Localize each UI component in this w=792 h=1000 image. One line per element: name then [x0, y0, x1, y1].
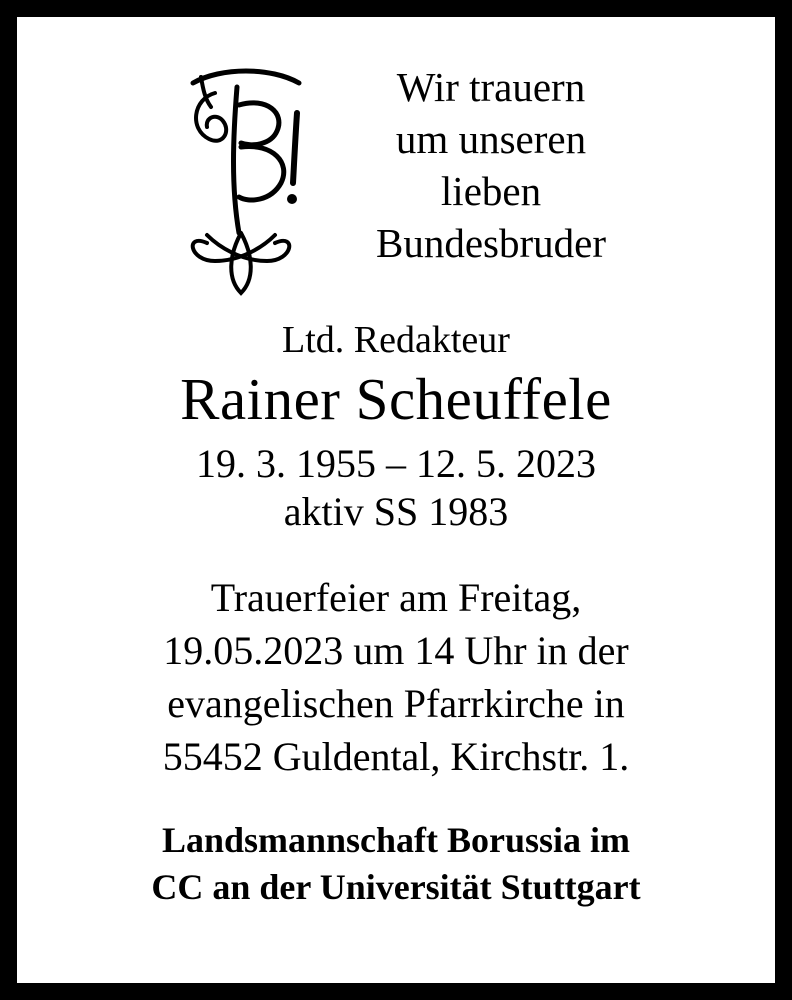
ceremony-line-2: 19.05.2023 um 14 Uhr in der — [163, 628, 629, 674]
notice-header — [23, 23, 769, 297]
obituary-inner-rule — [14, 14, 778, 986]
ceremony-line-3: evangelischen Pfarrkirche in — [167, 680, 625, 726]
intro-line-3: lieben — [440, 168, 542, 215]
intro-line-1: Wir trauern — [396, 64, 586, 110]
intro-text — [341, 41, 641, 269]
ceremony-line-4: 55452 Guldental, Kirchstr. 1. — [162, 733, 630, 779]
deceased-lifespan: 19. 3. 1955 – 12. 5. 2023 — [196, 441, 596, 487]
deceased-rank: Ltd. Redakteur — [282, 319, 510, 361]
ceremony-details — [23, 572, 769, 783]
deceased-block — [23, 319, 769, 536]
ceremony-line-1: Trauerfeier am Freitag, — [210, 575, 582, 621]
intro-line-4: Bundesbruder — [375, 220, 606, 267]
deceased-name: Rainer Scheuffele — [180, 365, 612, 432]
fraternity-zirkel-emblem-icon — [151, 41, 341, 297]
organisation-line-1: Landsmannschaft Borussia im — [161, 820, 631, 861]
deceased-membership: aktiv SS 1983 — [283, 489, 509, 535]
organisation-signature — [23, 817, 769, 911]
obituary-notice — [23, 23, 769, 977]
intro-line-2: um unseren — [395, 116, 587, 163]
organisation-line-2: CC an der Universität Stuttgart — [151, 867, 641, 908]
